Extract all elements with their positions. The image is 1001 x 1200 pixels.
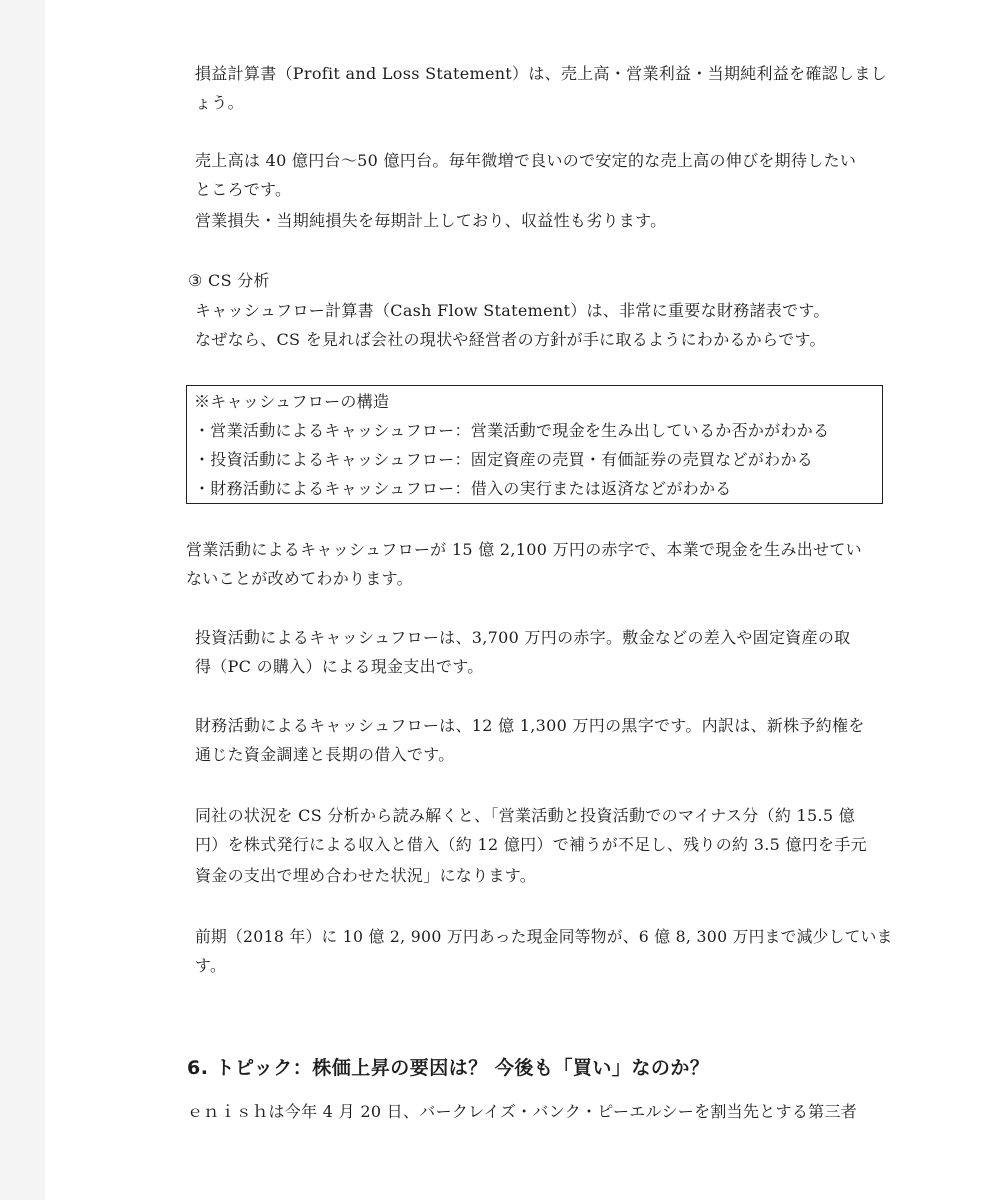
pl-intro-line-2: ょう。 [195,93,244,112]
sales-line-2: ところです。 [195,180,292,199]
sales-line-3: 営業損失・当期純損失を毎期計上しており、収益性も劣ります。 [195,211,667,230]
topic-heading: 6. トピック：株価上昇の要因は？ 今後も「買い」なのか？ [187,1057,710,1079]
cs-intro-line-1: キャッシュフロー計算書（Cash Flow Statement）は、非常に重要な財務諸表です。 [195,301,830,320]
cf-box-item-investing: ・投資活動によるキャッシュフロー：固定資産の売買・有価証券の売買などがわかる [194,450,814,469]
investing-cf-line-2: 得（PC の購入）による現金支出です。 [195,657,484,676]
document-page [45,0,1001,1200]
cs-intro-line-2: なぜなら、CS を見れば会社の現状や経営者の方針が手に取るようにわかるからです。 [195,330,826,349]
analysis-line-3: 資金の支出で埋め合わせた状況」になります。 [195,866,537,885]
topic-line-1: ｅｎｉｓｈは今年 4 月 20 日、バークレイズ・バンク・ピーエルシーを割当先とする第三者 [187,1102,858,1121]
pl-intro-line-1: 損益計算書（Profit and Loss Statement）は、売上高・営業利益・当期純利益を確認しまし [195,64,887,83]
cash-equivalents-line-1: 前期（2018 年）に 10 億 2, 900 万円あった現金同等物が、6 億 8, 300 万円まで減少していま [195,927,893,946]
analysis-line-1: 同社の状況を CS 分析から読み解くと、「営業活動と投資活動でのマイナス分（約 15.5 億 [195,806,856,825]
cs-section-heading: ③ CS 分析 [188,271,270,290]
cf-box-item-financing: ・財務活動によるキャッシュフロー：借入の実行または返済などがわかる [194,479,732,498]
financing-cf-line-1: 財務活動によるキャッシュフローは、12 億 1,300 万円の黒字です。内訳は、新株予約権を [195,716,865,735]
investing-cf-line-1: 投資活動によるキャッシュフローは、3,700 万円の赤字。敷金などの差入や固定資産の取 [195,628,851,647]
analysis-line-2: 円）を株式発行による収入と借入（約 12 億円）で補うが不足し、残りの約 3.5 億円を手元 [195,835,867,854]
cf-box-item-operating: ・営業活動によるキャッシュフロー：営業活動で現金を生み出しているか否かがわかる [194,421,830,440]
operating-cf-line-1: 営業活動によるキャッシュフローが 15 億 2,100 万円の赤字で、本業で現金を生み出せてい [186,540,862,559]
cash-equivalents-line-2: す。 [195,956,227,975]
cf-box-title: ※キャッシュフローの構造 [194,392,390,411]
financing-cf-line-2: 通じた資金調達と長期の借入です。 [195,745,455,764]
operating-cf-line-2: ないことが改めてわかります。 [186,569,413,588]
sales-line-1: 売上高は 40 億円台～50 億円台。毎年微増で良いので安定的な売上高の伸びを期待したい [195,151,857,170]
